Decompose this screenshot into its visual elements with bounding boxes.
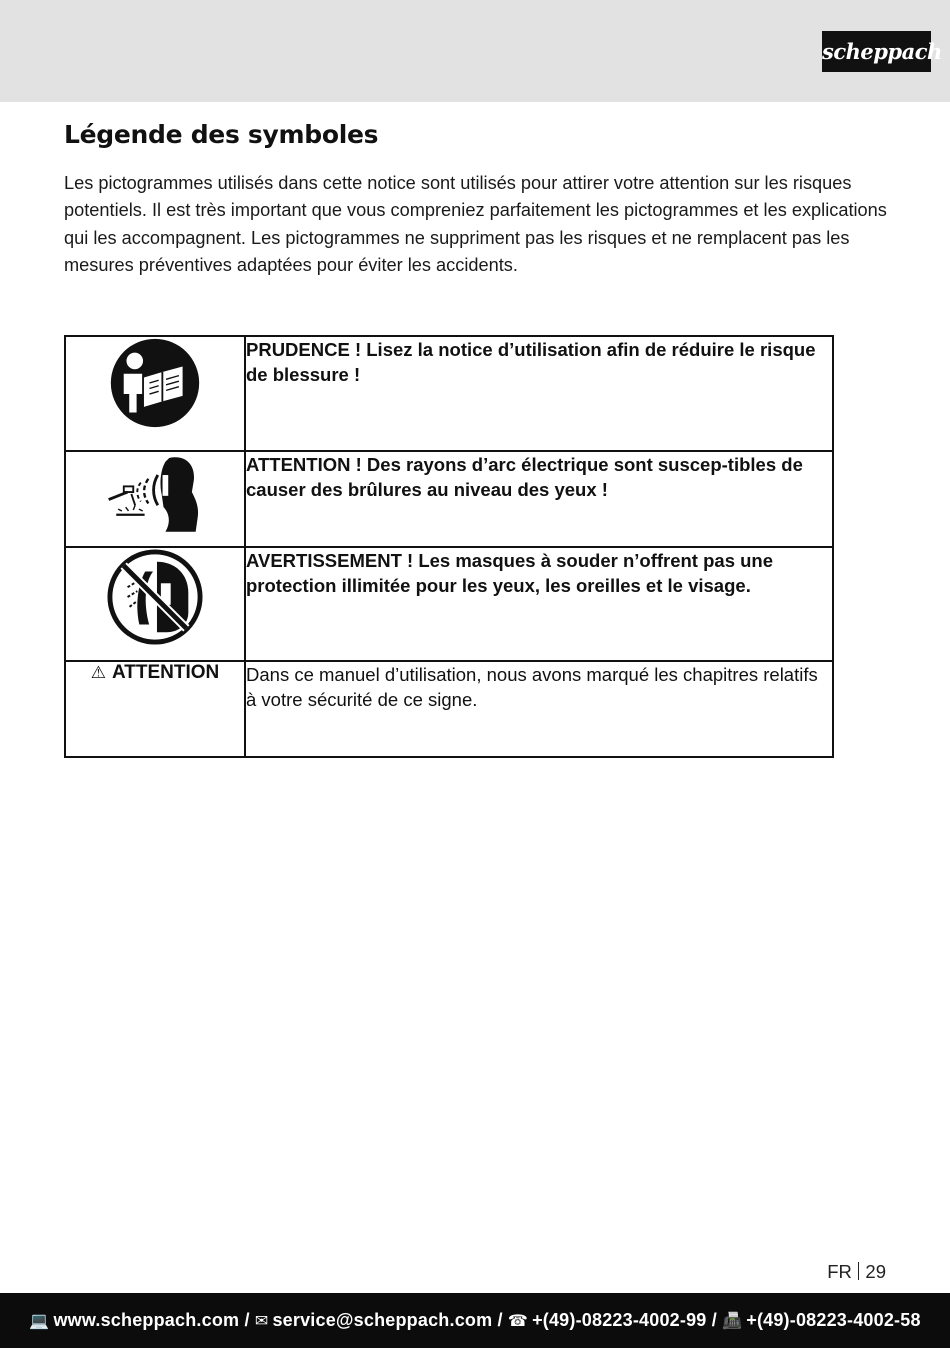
table-row [65,661,833,757]
attention-label-text: ATTENTION [111,662,220,683]
attention-label [91,662,220,683]
footer-website[interactable]: www.scheppach.com [53,1310,240,1330]
page-number-value: 29 [865,1261,886,1282]
icon-cell [65,547,245,661]
page-language: FR [827,1261,852,1282]
phone-icon: ☎ [507,1313,529,1330]
footer-phone: +(49)-08223-4002-99 [532,1310,707,1330]
read-manual-icon [109,337,201,429]
table-row [65,336,833,451]
symbol-description: Dans ce manuel d’utilisation, nous avons marqué les chapitres relatifs à votre sécurité de ce signe. [245,661,833,757]
symbols-table [64,335,834,758]
footer-fax: +(49)-08223-4002-58 [746,1310,921,1330]
table-row [65,451,833,547]
icon-cell [65,336,245,451]
footer-email[interactable]: service@scheppach.com [272,1310,493,1330]
symbol-description: ATTENTION ! Des rayons d’arc électrique sont suscep-tibles de causer des brûlures au niveau des yeux ! [245,451,833,547]
intro-paragraph: Les pictogrammes utilisés dans cette notice sont utilisés pour attirer votre attention sur les risques potentiels. Il est très important que vous compreniez parfaitement les pictogrammes et les explications qui les accompagnent. Les pictogrammes ne suppriment pas les risques et ne remplacent pas les mesures préventives adaptées pour éviter les accidents. [64,173,887,275]
welding-arc-rays-icon [103,452,207,534]
symbol-description: PRUDENCE ! Lisez la notice d’utilisation afin de réduire le risque de blessure ! [245,336,833,451]
scheppach-logo: scheppach [822,31,931,72]
symbol-description: AVERTISSEMENT ! Les masques à souder n’offrent pas une protection illimitée pour les yeux, les oreilles et le visage. [245,547,833,661]
footer-bar [0,1293,950,1348]
computer-icon: 💻 [29,1313,50,1330]
warning-triangle-icon: ⚠ [90,663,106,682]
header-band [0,0,950,102]
envelope-icon: ✉ [254,1313,269,1330]
no-welding-mask-protection-icon [106,548,204,646]
footer-separator: / [244,1310,250,1330]
page-title: Légende des symboles [64,120,379,149]
page-number [827,1261,886,1283]
footer-separator: / [497,1310,503,1330]
icon-cell [65,451,245,547]
fax-icon: 📠 [722,1313,743,1330]
table-row [65,547,833,661]
page-number-divider [858,1262,860,1280]
footer-separator: / [711,1310,717,1330]
icon-cell [65,661,245,757]
